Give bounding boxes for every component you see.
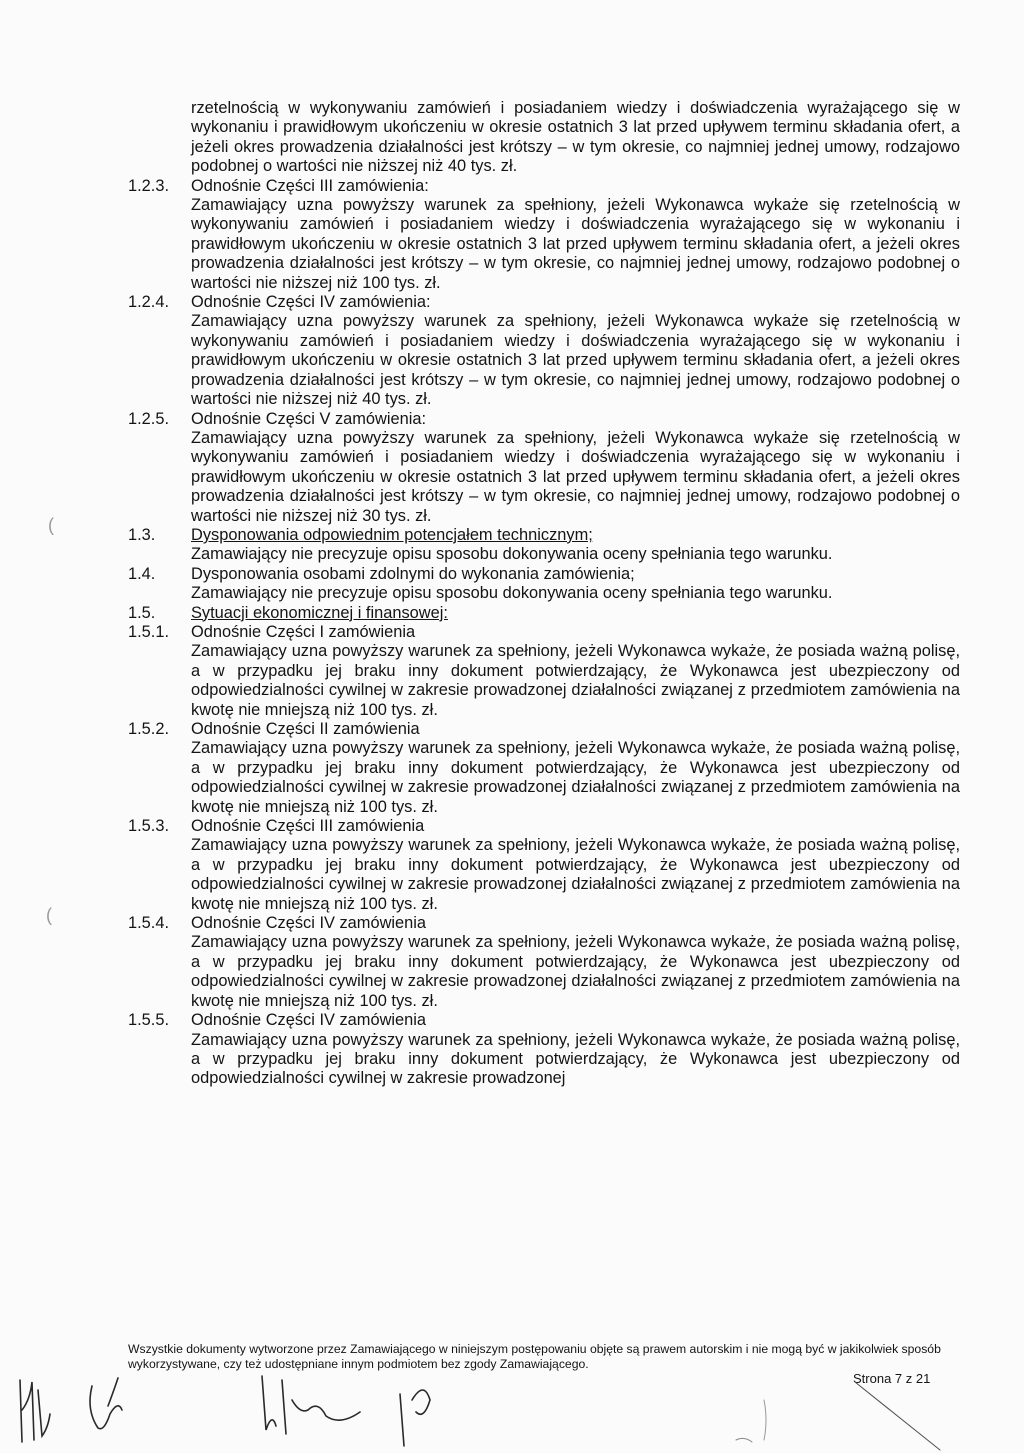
section-number: 1.5.1.: [128, 622, 170, 641]
section-text: Zamawiający uzna powyższy warunek za spełniony, jeżeli Wykonawca wykaże się rzetelnością w wykonywaniu zamówień i posiadaniem wiedzy i doświadczenia wyrażającego się w wykonaniu i prawidłowym ukończeniu w okresie ostatnich 3 lat przed upływem terminu składania ofert, a jeżeli okres prowadzenia działalności jest krótszy – w tym okresie, co najmniej jednej umowy, rodzajowo podobnej o wartości nie niższej niż 40 tys. zł.: [191, 312, 960, 409]
section-text: Zamawiający uzna powyższy warunek za spełniony, jeżeli Wykonawca wykaże się rzetelnością w wykonywaniu zamówień i posiadaniem wiedzy i doświadczenia wyrażającego się w wykonaniu i prawidłowym ukończeniu w okresie ostatnich 3 lat przed upływem terminu składania ofert, a jeżeli okres prowadzenia działalności jest krótszy – w tym okresie, co najmniej jednej umowy, rodzajowo podobnej o wartości nie niższej niż 100 tys. zł.: [191, 196, 960, 292]
section-text: Zamawiający nie precyzuje opisu sposobu dokonywania oceny spełniania tego warunku.: [191, 584, 833, 603]
section-text: Zamawiający uzna powyższy warunek za spełniony, jeżeli Wykonawca wykaże, że posiada ważną polisę, a w przypadku jej braku inny dokument potwierdzający, że Wykonawca jest ubezpieczony od odpowiedzialności cywilnej w zakresie prowadzonej działalności związanej z przedmiotem zamówienia na kwotę nie mniejszą niż 100 tys. zł.: [191, 739, 960, 816]
section-text: Zamawiający uzna powyższy warunek za spełniony, jeżeli Wykonawca wykaże się rzetelnością w wykonywaniu zamówień i posiadaniem wiedzy i doświadczenia wyrażającego się w wykonaniu i prawidłowym ukończeniu w okresie ostatnich 3 lat przed upływem terminu składania ofert, a jeżeli okres prowadzenia działalności jest krótszy – w tym okresie, co najmniej jednej umowy, rodzajowo podobnej o wartości nie niższej niż 30 tys. zł.: [191, 428, 960, 525]
section-1-3: [128, 526, 960, 565]
section-1-4: [128, 565, 960, 604]
section-text: Zamawiający uzna powyższy warunek za spełniony, jeżeli Wykonawca wykaże, że posiada ważną polisę, a w przypadku jej braku inny dokument potwierdzający, że Wykonawca jest ubezpieczony od odpowiedzialności cywilnej w zakresie prowadzonej działalności związanej z przedmiotem zamówienia na kwotę nie mniejszą niż 100 tys. zł.: [191, 933, 960, 1010]
section-1-2-3: [128, 177, 960, 293]
section-1-2-4: [128, 293, 960, 409]
section-1-5-5: [128, 1011, 960, 1089]
section-number: 1.5.5.: [128, 1011, 170, 1030]
section-number: 1.4.: [128, 564, 156, 583]
section-number: 1.5.4.: [128, 914, 170, 933]
intro-paragraph: rzetelnością w wykonywaniu zamówień i posiadaniem wiedzy i doświadczenia wyrażającego się w wykonaniu i prawidłowym ukończeniu w okresie ostatnich 3 lat przed upływem terminu składania ofert, a jeżeli okres prowadzenia działalności jest krótszy – w tym okresie, co najmniej jednej umowy, rodzajowo podobnej o wartości nie niższej niż 40 tys. zł.: [191, 99, 960, 176]
section-heading: Odnośnie Części I zamówienia: [191, 622, 416, 641]
section-number: 1.5.3.: [128, 817, 170, 836]
section-heading: Odnośnie Części IV zamówienia: [191, 1011, 427, 1030]
scan-mark-1: (: [48, 515, 54, 535]
section-heading: Dysponowania osobami zdolnymi do wykonania zamówienia;: [191, 564, 635, 583]
section-1-5-2: [128, 720, 960, 817]
section-1-5: [128, 604, 960, 623]
section-heading: Odnośnie Części III zamówienia:: [191, 176, 429, 195]
section-heading: Odnośnie Części IV zamówienia: [191, 914, 427, 933]
section-1-2-5: [128, 410, 960, 526]
section-heading: Odnośnie Części V zamówienia:: [191, 409, 427, 428]
section-number: 1.2.5.: [128, 409, 170, 428]
section-1-5-3: [128, 817, 960, 914]
section-number: 1.3.: [128, 525, 156, 544]
page-number: Strona 7 z 21: [853, 1371, 931, 1386]
document-body: [128, 99, 960, 1089]
section-1-5-1: [128, 623, 960, 720]
section-number: 1.2.4.: [128, 293, 170, 312]
section-heading: Dysponowania odpowiednim potencjałem technicznym;: [191, 525, 593, 544]
section-number: 1.5.2.: [128, 720, 170, 738]
section-text: Zamawiający uzna powyższy warunek za spełniony, jeżeli Wykonawca wykaże, że posiada ważną polisę, a w przypadku jej braku inny dokument potwierdzający, że Wykonawca jest ubezpieczony od odpowiedzialności cywilnej w zakresie prowadzonej działalności związanej z przedmiotem zamówienia na kwotę nie mniejszą niż 100 tys. zł.: [191, 836, 960, 913]
section-text: Zamawiający uzna powyższy warunek za spełniony, jeżeli Wykonawca wykaże, że posiada ważną polisę, a w przypadku jej braku inny dokument potwierdzający, że Wykonawca jest ubezpieczony od odpowiedzialności cywilnej w zakresie prowadzonej: [191, 1030, 960, 1088]
section-text: Zamawiający uzna powyższy warunek za spełniony, jeżeli Wykonawca wykaże, że posiada ważną polisę, a w przypadku jej braku inny dokument potwierdzający, że Wykonawca jest ubezpieczony od odpowiedzialności cywilnej w zakresie prowadzonej działalności związanej z przedmiotem zamówienia na kwotę nie mniejszą niż 100 tys. zł.: [191, 642, 960, 719]
section-heading: Odnośnie Części IV zamówienia:: [191, 293, 431, 312]
section-heading: Odnośnie Części III zamówienia: [191, 817, 425, 836]
footer-copyright-notice: Wszystkie dokumenty wytworzone przez Zamawiającego w niniejszym postępowaniu objęte są prawem autorskim i nie mogą być w jakikolwiek sposób wykorzystywane, czy też udostępniane innym podmiotem bez zgody Zamawiającego.: [128, 1342, 941, 1371]
section-text: Zamawiający nie precyzuje opisu sposobu dokonywania oceny spełniania tego warunku.: [191, 545, 833, 564]
scan-mark-2: (: [46, 905, 52, 925]
section-heading: Odnośnie Części II zamówienia: [191, 720, 420, 738]
section-number: 1.2.3.: [128, 176, 170, 195]
section-1-5-4: [128, 914, 960, 1011]
section-heading: Sytuacji ekonomicznej i finansowej:: [191, 603, 448, 622]
section-number: 1.5.: [128, 603, 156, 622]
handwritten-initials-icon: [0, 1370, 1024, 1453]
